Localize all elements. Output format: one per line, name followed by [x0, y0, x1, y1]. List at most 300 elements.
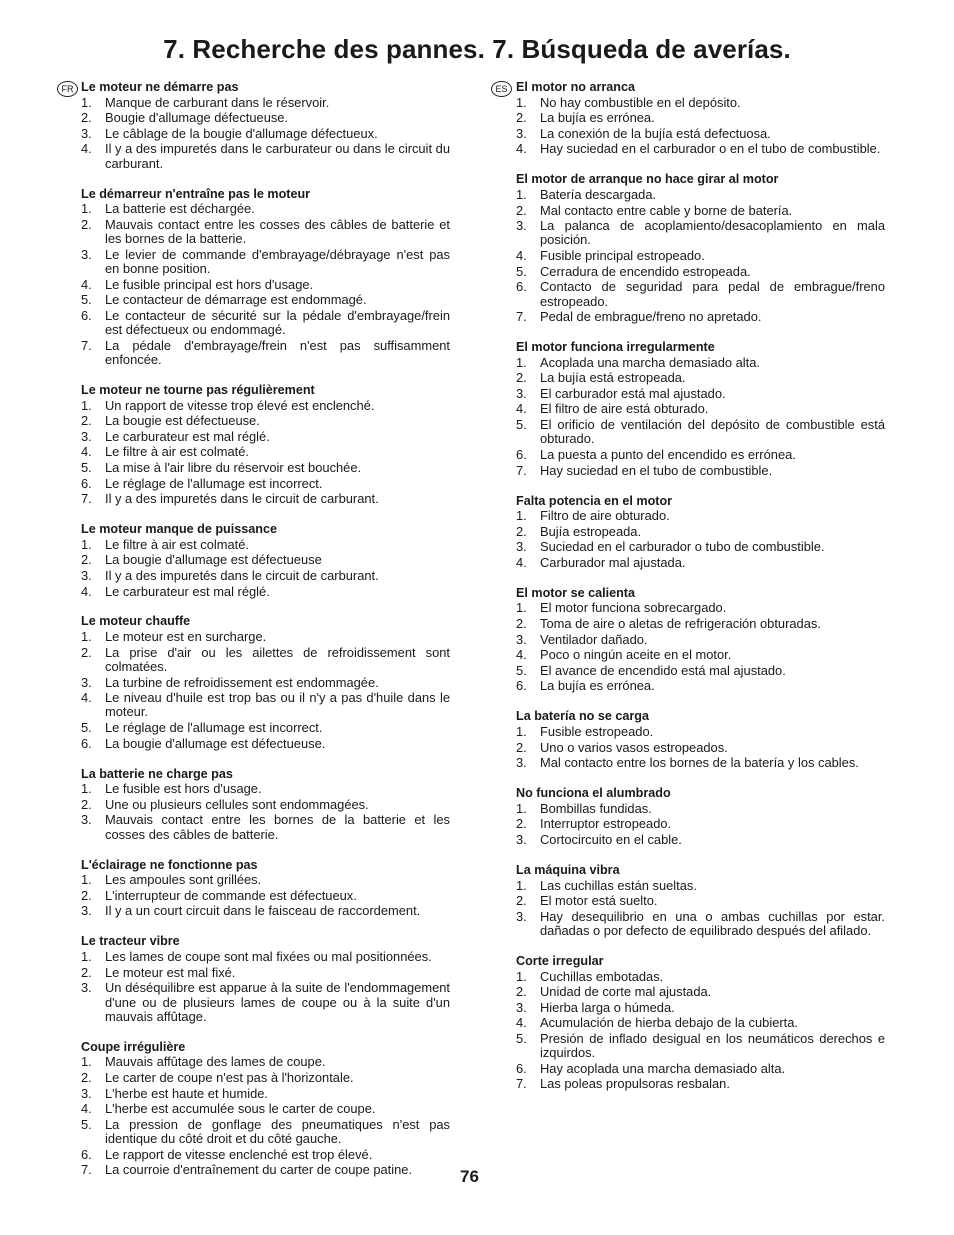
problem-section	[81, 522, 450, 599]
cause-item	[516, 371, 885, 385]
section-heading: Le tracteur vibre	[81, 934, 180, 949]
item-number: 3.	[81, 1085, 92, 1101]
cause-item	[516, 756, 885, 770]
cause-item	[516, 985, 885, 999]
section-heading: Falta potencia en el motor	[516, 493, 673, 508]
section-heading: El motor se calienta	[516, 585, 635, 600]
item-number: 5.	[516, 263, 527, 279]
cause-item	[81, 966, 450, 980]
item-text: El motor funciona sobrecargado.	[540, 600, 727, 616]
item-number: 4.	[516, 401, 527, 417]
item-text: Bujía estropeada.	[540, 523, 642, 539]
item-number: 5.	[516, 1031, 527, 1046]
item-text: Le rapport de vitesse enclenché est trop élevé.	[105, 1146, 373, 1162]
item-number: 1.	[516, 94, 527, 110]
cause-item	[516, 448, 885, 462]
item-number: 2.	[81, 216, 92, 232]
cause-list	[516, 509, 885, 570]
item-number: 1.	[516, 968, 527, 984]
section-heading: Le moteur ne tourne pas régulièrement	[81, 382, 315, 397]
item-number: 3.	[516, 908, 527, 924]
item-text: Unidad de corte mal ajustada.	[540, 984, 712, 1000]
item-text: La pédale d'embrayage/frein n'est pas suffisamment enfoncée.	[105, 337, 450, 367]
item-text: L'herbe est accumulée sous le carter de coupe.	[105, 1101, 376, 1117]
section-heading: La máquina vibra	[516, 862, 620, 877]
cause-item	[516, 142, 885, 156]
item-text: Il y a des impuretés dans le circuit de carburant.	[105, 491, 379, 507]
cause-item	[516, 509, 885, 523]
cause-item	[81, 445, 450, 459]
cause-item	[516, 1032, 885, 1061]
item-number: 4.	[81, 276, 92, 292]
problem-section	[81, 767, 450, 842]
section-heading: Coupe irrégulière	[81, 1039, 186, 1054]
cause-item	[81, 889, 450, 903]
item-number: 5.	[81, 292, 92, 308]
cause-list	[516, 879, 885, 939]
item-number: 6.	[81, 475, 92, 491]
item-text: La pression de gonflage des pneumatiques n'est pas identique du côté droit et du côté gauche.	[105, 1116, 450, 1147]
item-text: El filtro de aire está obturado.	[540, 401, 709, 417]
item-number: 6.	[516, 1060, 527, 1076]
item-number: 1.	[81, 94, 92, 110]
item-number: 1.	[81, 781, 92, 797]
section-heading: El motor de arranque no hace girar al motor	[516, 172, 779, 187]
section-heading: El motor no arranca	[516, 80, 635, 94]
item-text: Le niveau d'huile est trop bas ou il n'y a pas d'huile dans le moteur.	[105, 690, 450, 720]
column-spanish	[495, 80, 885, 1107]
item-number: 2.	[81, 413, 92, 429]
item-text: Las cuchillas están sueltas.	[540, 877, 697, 893]
item-number: 3.	[81, 812, 92, 828]
item-text: Le fusible est hors d'usage.	[105, 781, 262, 797]
item-text: Mal contacto entre cable y borne de batería.	[540, 202, 793, 218]
item-text: Cerradura de encendido estropeada.	[540, 263, 751, 279]
cause-item	[81, 737, 450, 751]
item-number: 7.	[81, 337, 92, 353]
cause-item	[516, 648, 885, 662]
item-text: Suciedad en el carburador o tubo de combustible.	[540, 539, 825, 555]
item-text: Les lames de coupe sont mal fixées ou mal positionnées.	[105, 949, 432, 965]
item-text: Contacto de seguridad para pedal de embrague/freno estropeado.	[540, 279, 885, 309]
section-heading: Le moteur ne démarre pas	[81, 80, 239, 94]
cause-item	[516, 464, 885, 478]
item-text: Les ampoules sont grillées.	[105, 872, 262, 888]
item-number: 3.	[81, 674, 92, 690]
cause-item	[516, 204, 885, 218]
problem-section	[516, 172, 885, 324]
item-text: Le contacteur de sécurité sur la pédale d'embrayage/frein est défectueux ou endommagé.	[105, 307, 450, 338]
cause-item	[81, 293, 450, 307]
item-text: La bujía es errónea.	[540, 110, 655, 126]
item-text: Mauvais affûtage des lames de coupe.	[105, 1054, 326, 1070]
item-text: Hay acoplada una marcha demasiado alta.	[540, 1060, 786, 1076]
item-text: Il y a des impuretés dans le carburateur ou dans le circuit du carburant.	[105, 141, 450, 171]
item-number: 3.	[516, 539, 527, 555]
cause-list	[516, 601, 885, 693]
cause-item	[516, 387, 885, 401]
item-number: 6.	[516, 446, 527, 462]
cause-item	[516, 833, 885, 847]
item-text: Une ou plusieurs cellules sont endommagées.	[105, 796, 369, 812]
item-text: La conexión de la bujía está defectuosa.	[540, 125, 771, 141]
item-text: El motor está suelto.	[540, 893, 658, 909]
cause-item	[516, 96, 885, 110]
item-number: 2.	[81, 796, 92, 812]
item-number: 1.	[81, 536, 92, 552]
item-text: Le câblage de la bougie d'allumage défectueux.	[105, 125, 378, 141]
item-text: Filtro de aire obturado.	[540, 508, 670, 524]
item-text: La prise d'air ou les ailettes de refroidissement sont colmatées.	[105, 644, 450, 674]
section-heading: La batterie ne charge pas	[81, 766, 233, 781]
column-french	[61, 80, 450, 1193]
item-number: 3.	[516, 999, 527, 1015]
item-number: 6.	[81, 735, 92, 751]
item-text: Uno o varios vasos estropeados.	[540, 739, 728, 755]
cause-item	[516, 817, 885, 831]
problem-section	[516, 786, 885, 847]
cause-item	[516, 402, 885, 416]
item-number: 2.	[81, 1070, 92, 1085]
troubleshooting-sections	[516, 80, 885, 1092]
item-number: 3.	[81, 980, 92, 996]
item-text: Fusible estropeado.	[540, 724, 654, 740]
cause-item	[81, 111, 450, 125]
troubleshooting-sections	[81, 80, 450, 1178]
cause-item	[81, 538, 450, 552]
item-text: Le filtre à air est colmaté.	[105, 444, 250, 460]
cause-item	[516, 127, 885, 141]
cause-item	[81, 782, 450, 796]
item-text: Manque de carburant dans le réservoir.	[105, 94, 330, 110]
item-number: 1.	[516, 800, 527, 816]
item-text: Hierba larga o húmeda.	[540, 999, 675, 1015]
item-number: 4.	[81, 1101, 92, 1117]
item-number: 1.	[81, 201, 92, 217]
item-text: Mauvais contact entre les bornes de la batterie et les cosses des câbles de batterie.	[105, 812, 450, 842]
item-text: Hay desequilibrio en una o ambas cuchillas por estar. dañadas o por defecto de equilibrado después del afilado.	[540, 908, 885, 939]
item-number: 3.	[516, 831, 527, 847]
cause-item	[516, 219, 885, 248]
item-number: 2.	[516, 110, 527, 126]
cause-list	[516, 356, 885, 478]
item-text: Le réglage de l'allumage est incorrect.	[105, 475, 323, 491]
item-number: 1.	[81, 872, 92, 888]
cause-item	[516, 111, 885, 125]
item-number: 1.	[516, 354, 527, 370]
item-number: 5.	[516, 417, 527, 433]
item-number: 2.	[516, 523, 527, 539]
item-text: Presión de inflado desigual en los neumáticos derechos e izquirdos.	[540, 1031, 885, 1061]
item-text: El avance de encendido está mal ajustado.	[540, 662, 786, 678]
item-text: Le réglage de l'allumage est incorrect.	[105, 720, 323, 736]
item-number: 2.	[81, 964, 92, 980]
cause-item	[81, 981, 450, 1024]
item-number: 4.	[516, 1015, 527, 1031]
item-text: El orificio de ventilación del depósito de combustible está obturado.	[540, 417, 885, 447]
item-text: L'herbe est haute et humide.	[105, 1085, 268, 1101]
problem-section	[81, 383, 450, 506]
item-number: 3.	[81, 567, 92, 583]
cause-item	[516, 525, 885, 539]
item-text: Cuchillas embotadas.	[540, 968, 664, 984]
cause-item	[516, 679, 885, 693]
item-number: 1.	[516, 877, 527, 893]
cause-list	[516, 725, 885, 770]
item-number: 1.	[516, 724, 527, 740]
cause-item	[81, 950, 450, 964]
problem-section	[516, 709, 885, 770]
cause-item	[516, 664, 885, 678]
item-text: Le filtre à air est colmaté.	[105, 536, 250, 552]
item-number: 2.	[516, 202, 527, 218]
item-text: Un rapport de vitesse trop élevé est enclenché.	[105, 397, 375, 413]
item-number: 1.	[516, 186, 527, 202]
cause-item	[81, 414, 450, 428]
cause-item	[81, 721, 450, 735]
cause-list	[516, 188, 885, 324]
item-number: 2.	[516, 739, 527, 755]
cause-item	[81, 676, 450, 690]
item-number: 2.	[516, 370, 527, 386]
item-number: 4.	[81, 583, 92, 599]
cause-item	[516, 265, 885, 279]
problem-section	[516, 586, 885, 694]
cause-item	[81, 218, 450, 247]
cause-item	[516, 601, 885, 615]
cause-item	[81, 1118, 450, 1147]
item-text: Bombillas fundidas.	[540, 800, 652, 816]
cause-item	[81, 1163, 450, 1177]
cause-list	[81, 782, 450, 842]
cause-item	[81, 1148, 450, 1162]
item-number: 6.	[81, 307, 92, 323]
item-text: Carburador mal ajustada.	[540, 554, 686, 570]
item-text: Le moteur est mal fixé.	[105, 964, 236, 980]
item-number: 3.	[516, 385, 527, 401]
item-text: Le moteur est en surcharge.	[105, 629, 267, 645]
problem-section	[81, 80, 450, 171]
item-number: 4.	[516, 647, 527, 663]
cause-item	[81, 96, 450, 110]
cause-item	[516, 188, 885, 202]
item-number: 6.	[81, 1146, 92, 1162]
cause-list	[81, 538, 450, 599]
item-number: 1.	[81, 949, 92, 965]
cause-item	[81, 798, 450, 812]
item-text: Acoplada una marcha demasiado alta.	[540, 354, 760, 370]
item-text: La bougie d'allumage est défectueuse.	[105, 735, 326, 751]
item-text: Pedal de embrague/freno no apretado.	[540, 309, 762, 325]
item-text: Batería descargada.	[540, 186, 657, 202]
item-number: 2.	[81, 552, 92, 568]
item-text: La bujía está estropeada.	[540, 370, 686, 386]
item-text: La mise à l'air libre du réservoir est bouchée.	[105, 459, 362, 475]
item-text: Fusible principal estropeado.	[540, 248, 705, 264]
cause-item	[81, 127, 450, 141]
item-number: 7.	[81, 491, 92, 507]
cause-item	[81, 1087, 450, 1101]
item-text: Mauvais contact entre les cosses des câbles de batterie et les bornes de la batterie.	[105, 216, 450, 247]
item-text: La puesta a punto del encendido es errónea.	[540, 446, 796, 462]
item-number: 3.	[81, 903, 92, 919]
section-heading: La batería no se carga	[516, 709, 649, 724]
item-number: 4.	[516, 141, 527, 157]
cause-item	[516, 280, 885, 309]
problem-section	[81, 187, 450, 368]
item-number: 7.	[516, 1076, 527, 1092]
cause-item	[81, 630, 450, 644]
item-number: 5.	[516, 662, 527, 678]
item-text: Le fusible principal est hors d'usage.	[105, 276, 314, 292]
section-heading: No funciona el alumbrado	[516, 786, 671, 801]
cause-item	[516, 633, 885, 647]
cause-item	[516, 879, 885, 893]
item-text: Bougie d'allumage défectueuse.	[105, 110, 289, 126]
item-number: 3.	[516, 125, 527, 141]
item-number: 2.	[516, 816, 527, 832]
item-number: 7.	[516, 309, 527, 325]
item-text: Le levier de commande d'embrayage/débrayage n'est pas en bonne position.	[105, 246, 450, 277]
cause-item	[516, 617, 885, 631]
language-badge-es: ES	[491, 81, 512, 97]
problem-section	[81, 1040, 450, 1178]
item-text: La turbine de refroidissement est endommagée.	[105, 674, 379, 690]
item-number: 5.	[81, 459, 92, 475]
cause-item	[81, 461, 450, 475]
cause-item	[81, 339, 450, 368]
problem-section	[516, 494, 885, 571]
cause-item	[516, 725, 885, 739]
item-number: 7.	[516, 462, 527, 478]
item-number: 2.	[81, 644, 92, 660]
item-text: Interruptor estropeado.	[540, 816, 672, 832]
cause-item	[81, 399, 450, 413]
cause-item	[516, 310, 885, 324]
cause-list	[81, 630, 450, 751]
cause-item	[81, 585, 450, 599]
section-heading: El motor funciona irregularmente	[516, 340, 715, 355]
cause-item	[516, 1016, 885, 1030]
item-number: 1.	[81, 629, 92, 645]
cause-item	[81, 569, 450, 583]
item-number: 2.	[81, 110, 92, 126]
cause-item	[81, 430, 450, 444]
cause-item	[516, 249, 885, 263]
item-text: Le carburateur est mal réglé.	[105, 428, 270, 444]
cause-item	[81, 873, 450, 887]
cause-item	[81, 278, 450, 292]
item-number: 5.	[81, 720, 92, 736]
problem-section	[516, 80, 885, 157]
item-text: Le carburateur est mal réglé.	[105, 583, 270, 599]
item-number: 3.	[81, 125, 92, 141]
item-text: La bougie d'allumage est défectueuse	[105, 552, 322, 568]
cause-item	[516, 540, 885, 554]
item-number: 6.	[516, 678, 527, 694]
item-text: Poco o ningún aceite en el motor.	[540, 647, 732, 663]
cause-item	[81, 1102, 450, 1116]
cause-item	[81, 646, 450, 675]
item-text: La bujía es errónea.	[540, 678, 655, 694]
item-text: Il y a des impuretés dans le circuit de carburant.	[105, 567, 379, 583]
cause-item	[516, 356, 885, 370]
item-number: 6.	[516, 279, 527, 295]
cause-list	[81, 399, 450, 507]
section-heading: Corte irregular	[516, 954, 604, 969]
page-number: 76	[460, 1167, 479, 1186]
problem-section	[81, 614, 450, 750]
item-text: Toma de aire o aletas de refrigeración obturadas.	[540, 616, 821, 632]
cause-item	[516, 894, 885, 908]
problem-section	[81, 934, 450, 1024]
cause-list	[81, 873, 450, 918]
item-number: 2.	[516, 984, 527, 1000]
item-number: 1.	[81, 397, 92, 413]
item-number: 1.	[516, 600, 527, 616]
cause-item	[516, 1001, 885, 1015]
cause-item	[81, 309, 450, 338]
item-number: 3.	[516, 631, 527, 647]
cause-item	[516, 970, 885, 984]
item-number: 7.	[81, 1162, 92, 1178]
item-text: Le carter de coupe n'est pas à l'horizontale.	[105, 1070, 354, 1085]
cause-item	[81, 477, 450, 491]
cause-item	[81, 1071, 450, 1085]
item-number: 2.	[81, 887, 92, 903]
item-text: Mal contacto entre los bornes de la batería y los cables.	[540, 755, 859, 771]
item-text: No hay combustible en el depósito.	[540, 94, 741, 110]
item-text: Acumulación de hierba debajo de la cubierta.	[540, 1015, 798, 1031]
item-number: 3.	[81, 246, 92, 262]
problem-section	[516, 954, 885, 1092]
cause-item	[81, 691, 450, 720]
item-number: 4.	[81, 141, 92, 157]
page-title: 7. Recherche des pannes. 7. Búsqueda de averías.	[163, 34, 791, 64]
item-number: 3.	[81, 428, 92, 444]
cause-list	[81, 1055, 450, 1177]
item-text: Le contacteur de démarrage est endommagé.	[105, 292, 367, 308]
cause-item	[81, 202, 450, 216]
cause-item	[516, 910, 885, 939]
item-text: Hay suciedad en el carburador o en el tubo de combustible.	[540, 141, 881, 157]
item-text: Ventilador dañado.	[540, 631, 648, 647]
section-heading: Le moteur chauffe	[81, 614, 191, 629]
item-number: 3.	[516, 218, 527, 234]
cause-list	[516, 970, 885, 1092]
section-heading: Le moteur manque de puissance	[81, 522, 277, 537]
item-number: 1.	[81, 1054, 92, 1070]
cause-list	[81, 950, 450, 1024]
cause-item	[81, 813, 450, 842]
item-text: Il y a un court circuit dans le faisceau de raccordement.	[105, 903, 421, 919]
cause-item	[81, 904, 450, 918]
cause-list	[81, 202, 450, 367]
section-heading: L'éclairage ne fonctionne pas	[81, 857, 258, 872]
item-number: 3.	[516, 755, 527, 771]
item-number: 4.	[516, 248, 527, 264]
item-number: 2.	[516, 893, 527, 909]
problem-section	[516, 340, 885, 478]
item-text: L'interrupteur de commande est défectueux.	[105, 887, 357, 903]
cause-list	[516, 802, 885, 847]
item-number: 5.	[81, 1116, 92, 1132]
item-text: Cortocircuito en el cable.	[540, 831, 682, 847]
cause-list	[81, 96, 450, 171]
problem-section	[81, 858, 450, 919]
item-text: La courroie d'entraînement du carter de coupe patine.	[105, 1162, 413, 1178]
problem-section	[516, 863, 885, 938]
